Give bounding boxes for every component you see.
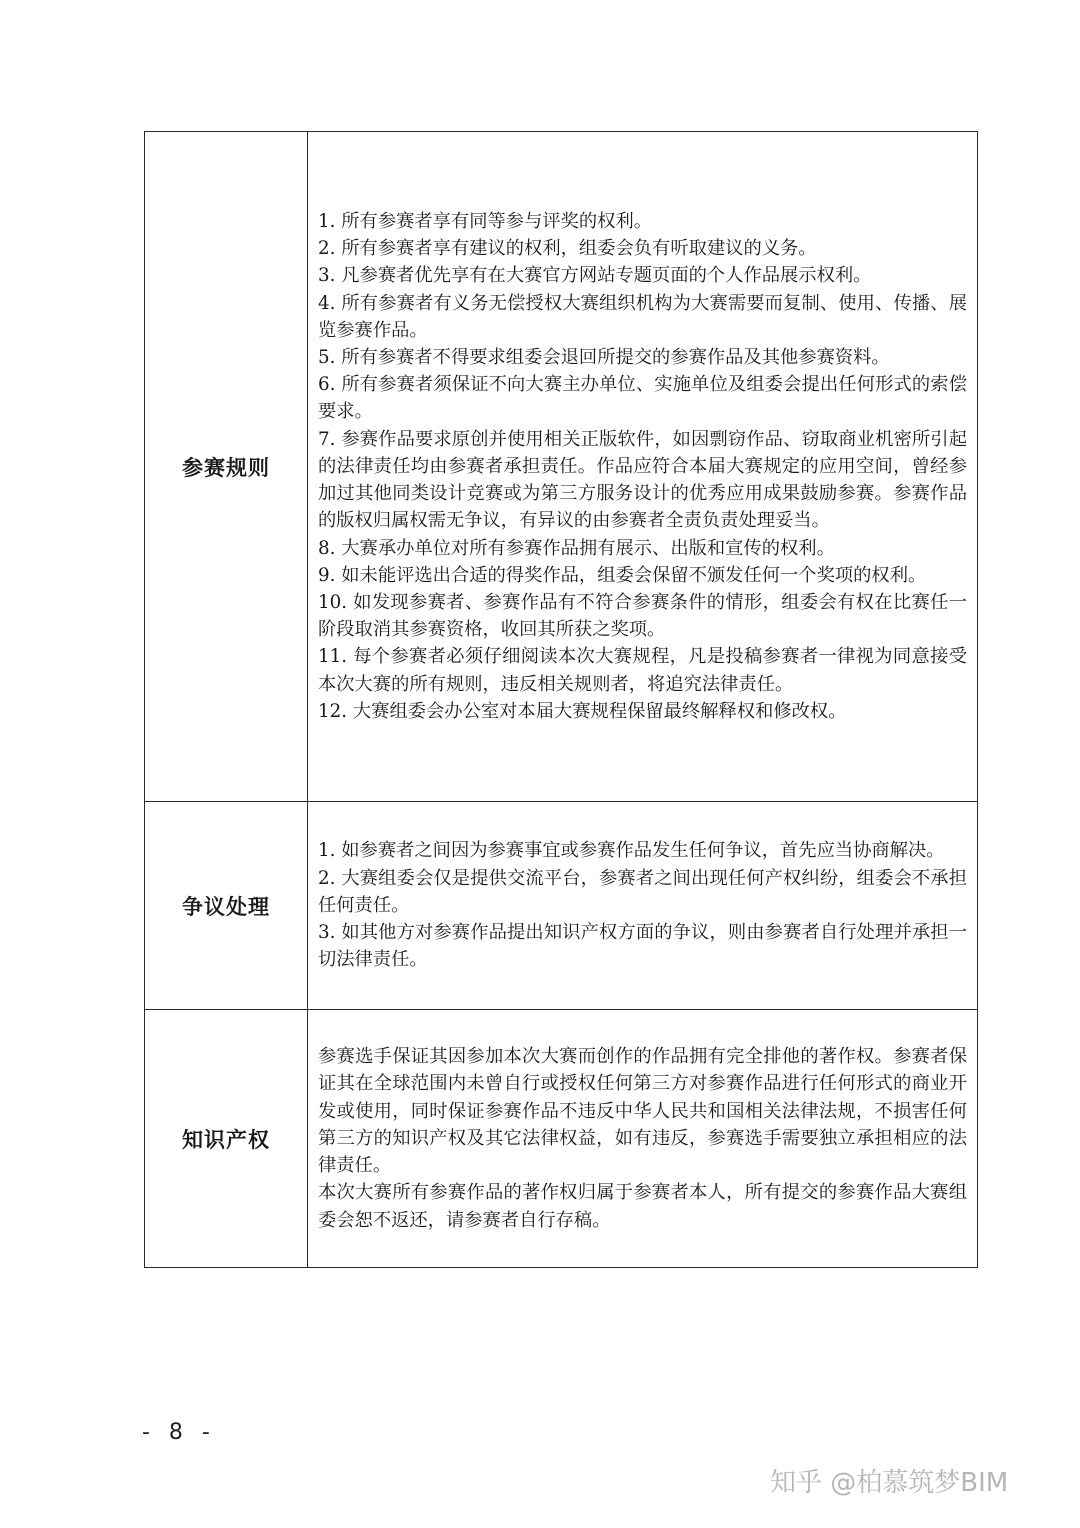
- row-label-rules: 参赛规则: [145, 132, 308, 802]
- list-item: 10. 如发现参赛者、参赛作品有不符合参赛条件的情形，组委会有权在比赛任一阶段取消其参赛资格，收回其所获之奖项。: [318, 591, 967, 641]
- ip-content: [308, 1010, 978, 1268]
- list-item: 11. 每个参赛者必须仔细阅读本次大赛规程，凡是投稿参赛者一律视为同意接受本次大赛的所有规则，违反相关规则者，将追究法律责任。: [318, 646, 967, 695]
- list-item: 4. 所有参赛者有义务无偿授权大赛组织机构为大赛需要而复制、使用、传播、展览参赛作品。: [318, 292, 967, 341]
- list-item: 12. 大赛组委会办公室对本届大赛规程保留最终解释权和修改权。: [318, 700, 847, 722]
- list-item: 3. 凡参赛者优先享有在大赛官方网站专题页面的个人作品展示权利。: [318, 265, 872, 287]
- competition-rules-table: [144, 131, 978, 1268]
- rules-content: [308, 132, 978, 802]
- table-row: [145, 132, 978, 802]
- list-item: 1. 如参赛者之间因为参赛事宜或参赛作品发生任何争议，首先应当协商解决。: [318, 840, 945, 862]
- list-item: 5. 所有参赛者不得要求组委会退回所提交的参赛作品及其他参赛资料。: [318, 347, 890, 369]
- paragraph: 本次大赛所有参赛作品的著作权归属于参赛者本人，所有提交的参赛作品大赛组委会恕不返还，请参赛者自行存稿。: [318, 1182, 967, 1231]
- list-item: 7. 参赛作品要求原创并使用相关正版软件，如因剽窃作品、窃取商业机密所引起的法律责任均由参赛者承担责任。作品应符合本届大赛规定的应用空间，曾经参加过其他同类设计竞赛或为第三方服务设计的优秀应用成果鼓励参赛。参赛作品的版权归属权需无争议，有异议的由参赛者全责负责处理妥当。: [318, 428, 967, 532]
- watermark: [770, 1462, 1008, 1499]
- list-item: 9. 如未能评选出合适的得奖作品，组委会保留不颁发任何一个奖项的权利。: [318, 564, 927, 586]
- list-item: 2. 大赛组委会仅是提供交流平台，参赛者之间出现任何产权纠纷，组委会不承担任何责任。: [318, 867, 967, 916]
- list-item: 8. 大赛承办单位对所有参赛作品拥有展示、出版和宣传的权利。: [318, 537, 835, 559]
- list-item: 3. 如其他方对参赛作品提出知识产权方面的争议，则由参赛者自行处理并承担一切法律责任。: [318, 922, 967, 971]
- list-item: 1. 所有参赛者享有同等参与评奖的权利。: [318, 211, 653, 233]
- list-item: 2. 所有参赛者享有建议的权利，组委会负有听取建议的义务。: [318, 238, 817, 260]
- paragraph: 参赛选手保证其因参加本次大赛而创作的作品拥有完全排他的著作权。参赛者保证其在全球范围内未曾自行或授权任何第三方对参赛作品进行任何形式的商业开发或使用，同时保证参赛作品不违反中华人民共和国相关法律法规，不损害任何第三方的知识产权及其它法律权益，如有违反，参赛选手需要独立承担相应的法律责任。: [318, 1046, 967, 1177]
- table-row: [145, 1010, 978, 1268]
- list-item: 6. 所有参赛者须保证不向大赛主办单位、实施单位及组委会提出任何形式的索偿要求。: [318, 374, 967, 423]
- table-row: [145, 802, 978, 1010]
- dispute-content: [308, 802, 978, 1010]
- row-label-ip: 知识产权: [145, 1010, 308, 1268]
- watermark-text: 知乎 @柏慕筑梦BIM: [770, 1468, 1009, 1498]
- row-label-dispute: 争议处理: [145, 802, 308, 1010]
- page-number: - 8 -: [142, 1420, 216, 1445]
